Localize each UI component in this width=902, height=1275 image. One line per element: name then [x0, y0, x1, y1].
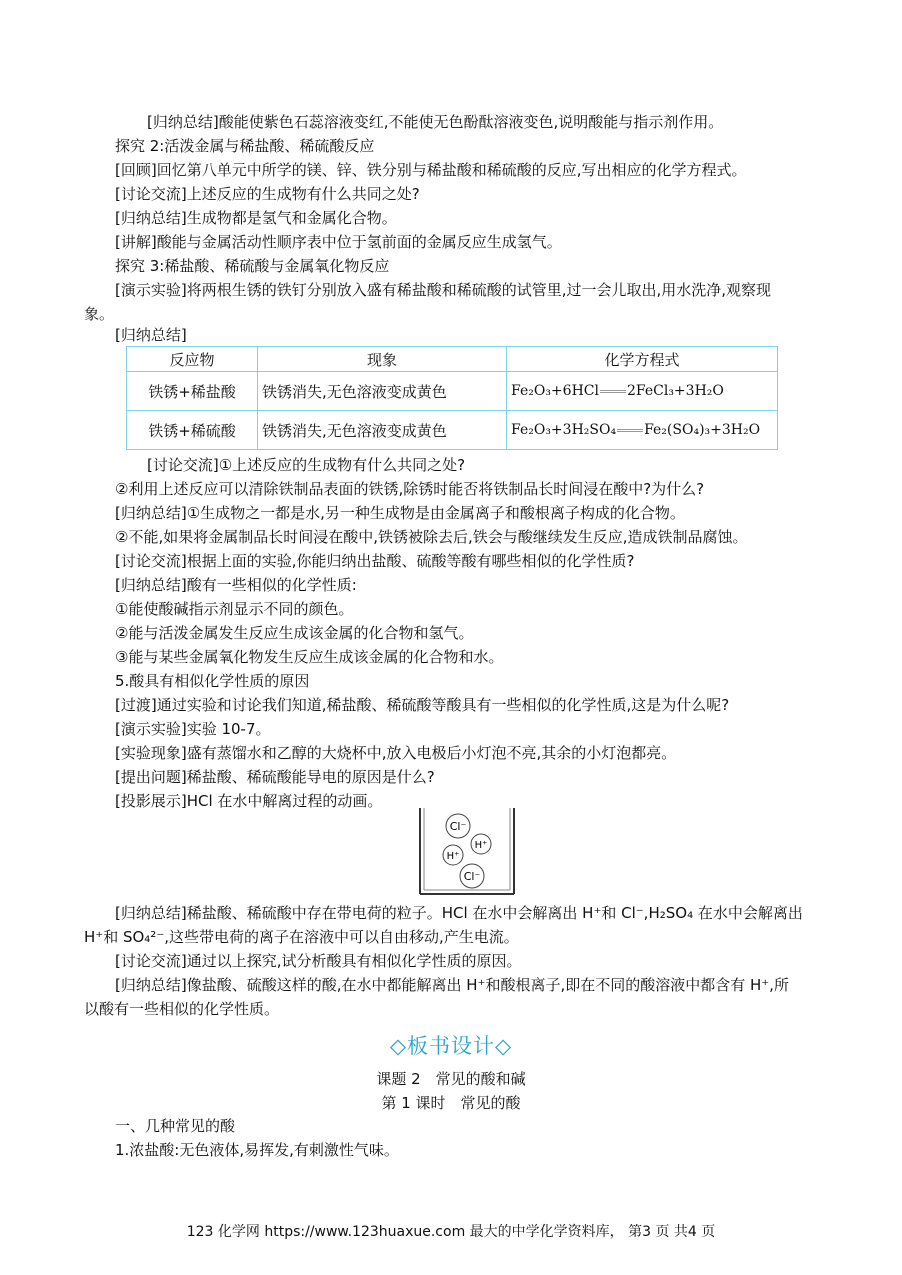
equation-left: Fe₂O₃+3H₂SO₄: [511, 422, 617, 438]
text-line: [回顾]回忆第八单元中所学的镁、锌、铁分别与稀盐酸和稀硫酸的反应,写出相应的化学方程式。: [115, 161, 747, 179]
table-row: [127, 411, 778, 450]
lesson-title: 课题 2 常见的酸和碱: [376, 1070, 526, 1088]
table-cell-equation: [507, 411, 778, 450]
text-line: [归纳总结]稀盐酸、稀硫酸中存在带电荷的粒子。HCl 在水中会解离出 H⁺和 Cl⁻,H₂SO₄ 在水中会解离出: [115, 904, 803, 922]
text-line: [讨论交流]①上述反应的生成物有什么共同之处?: [147, 456, 466, 474]
text-line: [演示实验]实验 10-7。: [115, 720, 271, 738]
table-cell-phenomenon: 铁锈消失,无色溶液变成黄色: [258, 372, 507, 411]
equals-sign-icon: [617, 429, 643, 432]
beaker-diagram: [418, 808, 516, 896]
text-line: [归纳总结]像盐酸、硫酸这样的酸,在水中都能解离出 H⁺和酸根离子,即在不同的酸溶液中都含有 H⁺,所: [115, 976, 789, 994]
table-cell-equation: [507, 372, 778, 411]
table-row: [127, 372, 778, 411]
text-line: [实验现象]盛有蒸馏水和乙醇的大烧杯中,放入电极后小灯泡不亮,其余的小灯泡都亮。: [115, 744, 677, 762]
reaction-table: [126, 346, 778, 450]
text-line: ①能使酸碱指示剂显示不同的颜色。: [115, 600, 354, 618]
period-title: 第 1 课时 常见的酸: [381, 1094, 521, 1112]
text-line: [讲解]酸能与金属活动性顺序表中位于氢前面的金属反应生成氢气。: [115, 233, 562, 251]
text-line: 探究 3:稀盐酸、稀硫酸与金属氧化物反应: [115, 257, 390, 275]
ion-h: [443, 845, 463, 865]
table-header: 反应物: [127, 347, 258, 372]
section-heading: ◇板书设计◇: [389, 1034, 513, 1058]
text-line: [讨论交流]根据上面的实验,你能归纳出盐酸、硫酸等酸有哪些相似的化学性质?: [115, 552, 635, 570]
ion-label: Cl⁻: [463, 870, 481, 883]
text-line: 探究 2:活泼金属与稀盐酸、稀硫酸反应: [115, 137, 375, 155]
text-line: [过渡]通过实验和讨论我们知道,稀盐酸、稀硫酸等酸具有一些相似的化学性质,这是为什么呢?: [115, 696, 730, 714]
text-line: 一、几种常见的酸: [115, 1117, 236, 1135]
text-line: 以酸有一些相似的化学性质。: [84, 1000, 280, 1018]
table-cell-reactant: 铁锈+稀盐酸: [127, 372, 258, 411]
ion-cl: [446, 814, 470, 838]
text-line: [投影展示]HCl 在水中解离过程的动画。: [115, 792, 383, 810]
text-line: 1.浓盐酸:无色液体,易挥发,有刺激性气味。: [115, 1141, 399, 1159]
table-header: 现象: [258, 347, 507, 372]
text-line: 象。: [84, 305, 115, 323]
table-header: 化学方程式: [507, 347, 778, 372]
text-line: ②能与活泼金属发生反应生成该金属的化合物和氢气。: [115, 624, 474, 642]
ion-label: H⁺: [446, 851, 460, 862]
table-cell-phenomenon: 铁锈消失,无色溶液变成黄色: [258, 411, 507, 450]
text-line: [讨论交流]通过以上探究,试分析酸具有相似化学性质的原因。: [115, 952, 522, 970]
ion-label: Cl⁻: [449, 820, 467, 833]
text-line: [归纳总结]: [115, 326, 187, 344]
text-line: ②不能,如果将金属制品长时间浸在酸中,铁锈被除去后,铁会与酸继续发生反应,造成铁制品腐蚀。: [115, 528, 748, 546]
equation-right: Fe₂(SO₄)₃+3H₂O: [644, 422, 761, 438]
ion-h: [471, 834, 491, 854]
equation-right: 2FeCl₃+3H₂O: [626, 383, 724, 399]
text-line: ③能与某些金属氧化物发生反应生成该金属的化合物和水。: [115, 648, 504, 666]
text-line: 5.酸具有相似化学性质的原因: [115, 672, 310, 690]
table-cell-reactant: 铁锈+稀硫酸: [127, 411, 258, 450]
equation-left: Fe₂O₃+6HCl: [511, 383, 599, 399]
text-line: [提出问题]稀盐酸、稀硫酸能导电的原因是什么?: [115, 768, 435, 786]
text-line: [归纳总结]①生成物之一都是水,另一种生成物是由金属离子和酸根离子构成的化合物。: [115, 504, 685, 522]
equals-sign-icon: [600, 390, 626, 393]
ion-cl: [460, 864, 484, 888]
text-line: [演示实验]将两根生锈的铁钉分别放入盛有稀盐酸和稀硫酸的试管里,过一会儿取出,用水洗净,观察现: [115, 281, 772, 299]
table-header-row: [127, 347, 778, 372]
text-line: H⁺和 SO₄²⁻,这些带电荷的离子在溶液中可以自由移动,产生电流。: [84, 928, 519, 946]
text-line: [归纳总结]生成物都是氢气和金属化合物。: [115, 209, 397, 227]
text-line: [归纳总结]酸有一些相似的化学性质:: [115, 576, 357, 594]
text-line: [归纳总结]酸能使紫色石蕊溶液变红,不能使无色酚酞溶液变色,说明酸能与指示剂作用。: [147, 113, 724, 131]
text-line: ②利用上述反应可以清除铁制品表面的铁锈,除锈时能否将铁制品长时间浸在酸中?为什么?: [115, 480, 705, 498]
page-footer: 123 化学网 https://www.123huaxue.com 最大的中学化学资料库， 第3 页 共4 页: [186, 1224, 716, 1240]
ion-label: H⁺: [474, 840, 488, 851]
text-line: [讨论交流]上述反应的生成物有什么共同之处?: [115, 185, 420, 203]
